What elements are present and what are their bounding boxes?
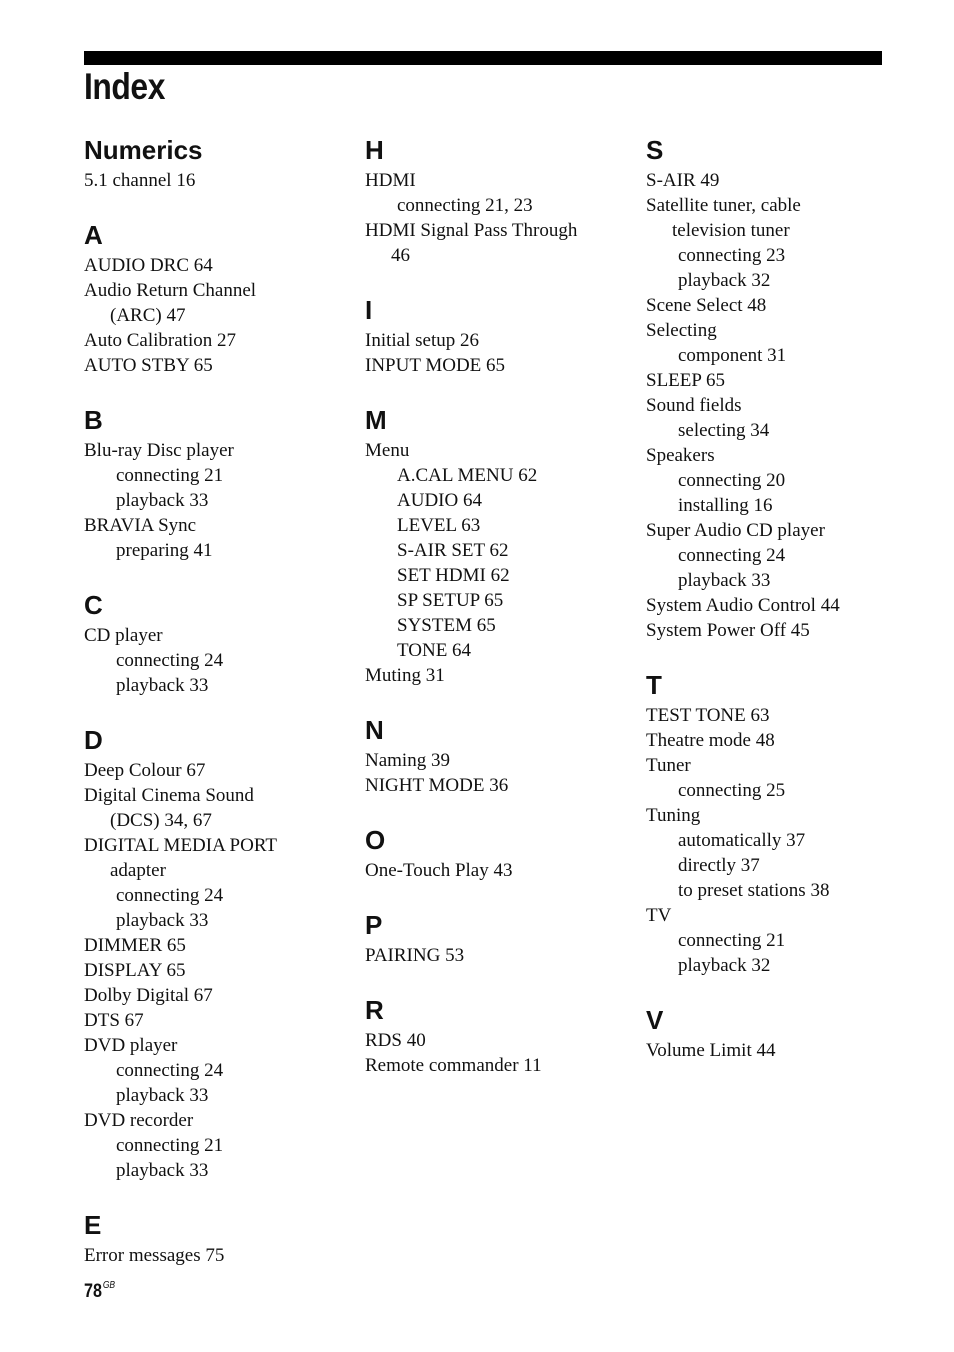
section-heading: V [646,1005,664,1035]
page-title: Index [84,66,165,107]
index-subentry: playback 33 [678,570,771,591]
index-entry: Muting 31 [365,665,445,686]
index-entry-continuation: 46 [391,245,410,266]
index-subentry: preparing 41 [116,540,213,561]
index-entry-continuation: (DCS) 34, 67 [110,810,212,831]
index-entry: Sound fields [646,395,742,416]
index-section [365,820,635,883]
index-entry-list [84,168,354,193]
index-entry: HDMI Signal Pass Through [365,220,578,241]
index-subentry: connecting 24 [116,1060,224,1081]
index-entry: PAIRING 53 [365,945,465,966]
section-heading: N [365,715,384,745]
section-heading: T [646,670,662,700]
index-entry: Error messages 75 [84,1245,225,1266]
index-entry-list [84,623,354,698]
index-entry: Initial setup 26 [365,330,479,351]
index-entry: DVD recorder [84,1110,194,1131]
index-subentry: SP SETUP 65 [397,590,504,611]
index-entry-list [365,438,635,688]
index-entry-list [365,328,635,378]
index-section [646,1000,886,1063]
index-entry: One-Touch Play 43 [365,860,513,881]
index-entry: System Audio Control 44 [646,595,840,616]
index-entry-list [365,748,635,798]
index-entry: CD player [84,625,163,646]
section-heading: B [84,405,103,435]
index-entry-list [646,168,886,643]
index-entry: Super Audio CD player [646,520,825,541]
index-entry: Naming 39 [365,750,450,771]
index-subentry: connecting 21 [678,930,786,951]
index-subentry: connecting 21 [116,1135,224,1156]
index-entry: S-AIR 49 [646,170,720,191]
section-heading: Numerics [84,135,203,165]
index-section [365,905,635,968]
index-entry: DISPLAY 65 [84,960,186,981]
index-subentry: playback 33 [116,490,209,511]
index-subentry: component 31 [678,345,787,366]
index-section [84,720,354,1183]
index-entry: TV [646,905,672,926]
index-section [646,130,886,643]
index-entry: TEST TONE 63 [646,705,770,726]
index-section [646,665,886,978]
index-entry: Remote commander 11 [365,1055,542,1076]
page-number-value: 78 [84,1281,102,1302]
index-entry-continuation: television tuner [672,220,790,241]
index-subentry: playback 32 [678,270,771,291]
index-entry: INPUT MODE 65 [365,355,506,376]
index-subentry: connecting 23 [678,245,786,266]
section-heading: M [365,405,387,435]
index-entry: Auto Calibration 27 [84,330,236,351]
index-entry: SLEEP 65 [646,370,725,391]
index-entry: Menu [365,440,410,461]
section-heading: P [365,910,383,940]
index-subentry: TONE 64 [397,640,472,661]
index-entry: System Power Off 45 [646,620,810,641]
index-section [365,400,635,688]
index-entry-continuation: (ARC) 47 [110,305,186,326]
page-number-region: GB [102,1280,116,1291]
index-subentry: playback 33 [116,1085,209,1106]
index-subentry: playback 32 [678,955,771,976]
index-entry-list [84,438,354,563]
index-entry-list [646,1038,886,1063]
index-entry-list [365,168,635,268]
section-heading: H [365,135,384,165]
index-entry: Selecting [646,320,717,341]
section-heading: A [84,220,103,250]
index-subentry: AUDIO 64 [397,490,482,511]
index-subentry: installing 16 [678,495,773,516]
index-entry: NIGHT MODE 36 [365,775,509,796]
index-subentry: connecting 21, 23 [397,195,533,216]
index-entry: Speakers [646,445,715,466]
index-subentry: automatically 37 [678,830,806,851]
index-entry: Tuning [646,805,701,826]
index-subentry: directly 37 [678,855,760,876]
section-heading: E [84,1210,102,1240]
index-entry: Scene Select 48 [646,295,767,316]
index-subentry: SYSTEM 65 [397,615,496,636]
index-section [84,585,354,698]
index-entry: Theatre mode 48 [646,730,775,751]
index-entry: AUDIO DRC 64 [84,255,213,276]
index-entry: Dolby Digital 67 [84,985,213,1006]
index-subentry: connecting 24 [678,545,786,566]
index-subentry: connecting 20 [678,470,786,491]
index-section [365,290,635,378]
index-subentry: LEVEL 63 [397,515,481,536]
index-section [365,130,635,268]
section-heading: D [84,725,103,755]
index-section [84,215,354,378]
index-entry-list [365,1028,635,1078]
index-subentry: S-AIR SET 62 [397,540,509,561]
index-section [365,990,635,1078]
index-subentry: connecting 24 [116,885,224,906]
index-entry-list [646,703,886,978]
index-entry-list [365,858,635,883]
index-section [84,1205,354,1268]
index-entry-list [84,758,354,1183]
index-entry: AUTO STBY 65 [84,355,213,376]
index-entry: Satellite tuner, cable [646,195,801,216]
section-heading: O [365,825,386,855]
index-entry: DIMMER 65 [84,935,186,956]
index-subentry: connecting 24 [116,650,224,671]
index-entry: DVD player [84,1035,178,1056]
index-entry-list [84,253,354,378]
index-entry: Blu-ray Disc player [84,440,234,461]
index-entry: Tuner [646,755,691,776]
index-column-3 [646,130,886,1063]
section-heading: R [365,995,384,1025]
index-entry-continuation: adapter [110,860,166,881]
index-column-2 [365,130,635,1078]
index-entry: DIGITAL MEDIA PORT [84,835,277,856]
index-subentry: playback 33 [116,1160,209,1181]
index-subentry: playback 33 [116,675,209,696]
index-subentry: A.CAL MENU 62 [397,465,538,486]
index-entry: RDS 40 [365,1030,426,1051]
page-number [84,1281,115,1303]
header-rule [84,51,882,65]
index-entry: DTS 67 [84,1010,144,1031]
index-entry: Audio Return Channel [84,280,257,301]
index-entry: BRAVIA Sync [84,515,197,536]
index-entry: 5.1 channel 16 [84,170,196,191]
section-heading: C [84,590,103,620]
index-entry: Deep Colour 67 [84,760,206,781]
index-section [365,710,635,798]
index-entry-list [365,943,635,968]
section-heading: S [646,135,664,165]
index-subentry: playback 33 [116,910,209,931]
index-section [84,400,354,563]
index-subentry: connecting 25 [678,780,786,801]
index-subentry: selecting 34 [678,420,770,441]
index-subentry: connecting 21 [116,465,224,486]
section-heading: I [365,295,373,325]
index-subentry: SET HDMI 62 [397,565,510,586]
index-entry-list [84,1243,354,1268]
index-column-1 [84,130,354,1268]
index-entry: Digital Cinema Sound [84,785,254,806]
index-entry: HDMI [365,170,416,191]
index-subentry: to preset stations 38 [678,880,830,901]
index-entry: Volume Limit 44 [646,1040,776,1061]
index-section [84,130,354,193]
